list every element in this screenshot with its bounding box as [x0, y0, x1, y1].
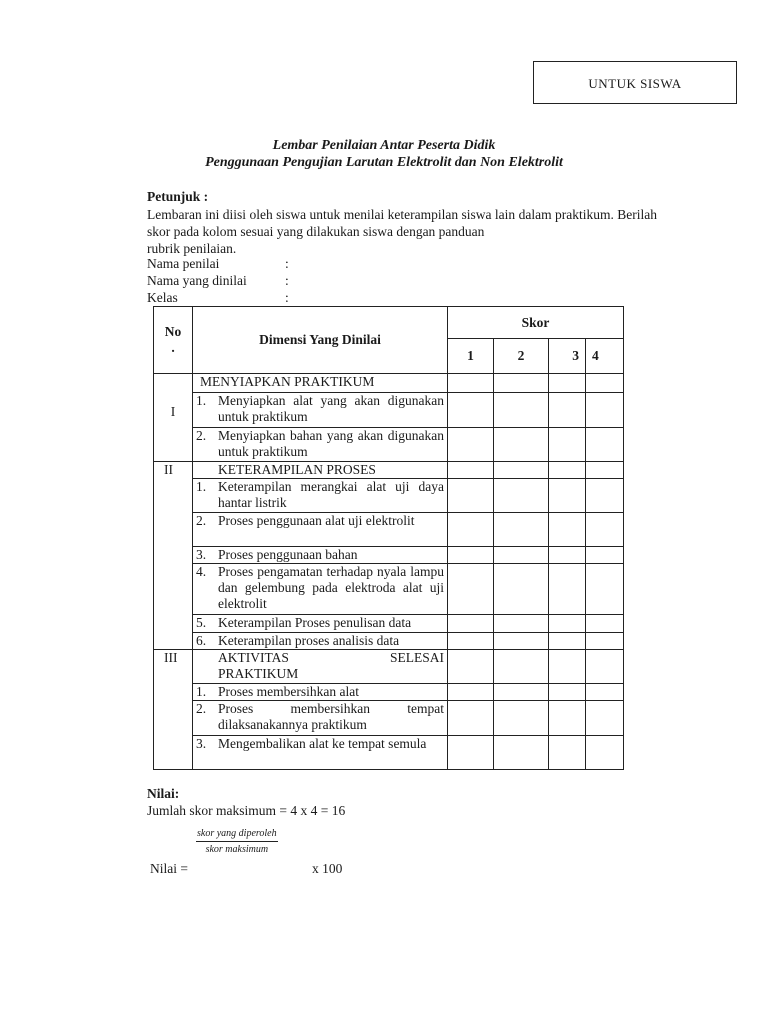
- field-kelas-label: Kelas: [147, 290, 178, 305]
- header-no-text: No: [164, 324, 182, 339]
- table-row: [154, 633, 624, 650]
- section-title-part: SELESAI: [390, 650, 444, 665]
- field-nama-dinilai-label: Nama yang dinilai: [147, 273, 247, 288]
- table-row: [154, 547, 624, 564]
- table-row: [154, 701, 624, 736]
- item-text: Proses penggunaan bahan: [218, 547, 358, 562]
- table-row: [154, 684, 624, 701]
- item-number: 3.: [196, 736, 207, 751]
- field-nama-dinilai-sep: :: [285, 273, 289, 288]
- item-number: 1.: [196, 479, 207, 494]
- rubric-table: [153, 306, 624, 770]
- item-text: Keterampilan merangkai alat uji daya hantar listrik: [218, 479, 444, 510]
- skor-col-4: 4: [586, 339, 624, 374]
- item-text: Proses pengamatan terhadap nyala lampu dan gelembung pada elektroda alat uji elektrolit: [218, 564, 444, 611]
- item-text: Mengembalikan alat ke tempat semula: [218, 736, 427, 751]
- petunjuk-last-line: rubrik penilaian.: [147, 241, 237, 256]
- section-title-text: MENYIAPKAN PRAKTIKUM: [200, 374, 375, 389]
- document-title: Lembar Penilaian Antar Peserta Didik: [272, 138, 496, 153]
- item-number: 1.: [196, 393, 207, 408]
- section-no: III: [154, 650, 193, 770]
- item-text: Menyiapkan bahan yang akan digunakan untuk praktikum: [218, 428, 444, 459]
- table-row: [154, 462, 624, 479]
- nilai-label: Nilai:: [147, 786, 180, 801]
- table-row: [154, 513, 624, 547]
- item-number: 6.: [196, 633, 207, 648]
- field-nama-penilai-label: Nama penilai: [147, 256, 220, 271]
- table-row: [154, 650, 624, 684]
- times-100: x 100: [312, 861, 343, 876]
- field-nama-penilai-sep: :: [285, 256, 289, 271]
- section-no: I: [154, 374, 193, 462]
- item-text: Menyiapkan alat yang akan digunakan untuk praktikum: [218, 393, 444, 424]
- header-no-dot: .: [171, 340, 175, 355]
- item-number: 5.: [196, 615, 207, 630]
- section-title: [193, 374, 448, 393]
- table-row: [154, 428, 624, 462]
- section-title-text: KETERAMPILAN PROSES: [218, 462, 376, 477]
- fraction-denominator: skor maksimum: [205, 844, 269, 855]
- table-row: [154, 736, 624, 770]
- item-number: 4.: [196, 564, 207, 579]
- table-row: [154, 374, 624, 393]
- field-kelas-sep: :: [285, 290, 289, 305]
- item-text: Proses membersihkan tempat dilaksanakannya praktikum: [218, 701, 444, 732]
- item-number: 3.: [196, 547, 207, 562]
- untuk-siswa-badge: UNTUK SISWA: [533, 61, 737, 104]
- jumlah-skor: Jumlah skor maksimum = 4 x 4 = 16: [147, 803, 346, 818]
- header-skor: Skor: [448, 307, 624, 339]
- table-row: [154, 479, 624, 513]
- table-header-row: [154, 307, 624, 339]
- section-title-part: AKTIVITAS: [218, 650, 289, 665]
- item-text: Keterampilan proses analisis data: [218, 633, 400, 648]
- item-number: 2.: [196, 513, 207, 528]
- section-title-part: PRAKTIKUM: [218, 666, 299, 681]
- petunjuk-text: [147, 206, 657, 257]
- header-no: [154, 307, 193, 374]
- item-text: Keterampilan Proses penulisan data: [218, 615, 412, 630]
- item-text: Proses penggunaan alat uji elektrolit: [218, 513, 415, 528]
- petunjuk-label: Petunjuk :: [147, 189, 209, 204]
- item-number: 1.: [196, 684, 207, 699]
- nilai-equation: Nilai =: [150, 861, 188, 876]
- item-number: 2.: [196, 428, 207, 443]
- table-row: [154, 615, 624, 633]
- table-row: [154, 393, 624, 428]
- item-text: Proses membersihkan alat: [218, 684, 359, 699]
- section-title: [193, 650, 447, 666]
- petunjuk-body: Lembaran ini diisi oleh siswa untuk menilai keterampilan siswa lain dalam praktikum. Berilah skor pada kolom sesuai yang dilakukan siswa dengan panduan: [147, 207, 657, 239]
- skor-col-2: 2: [494, 339, 549, 374]
- table-row: [154, 564, 624, 615]
- document-subtitle: Penggunaan Pengujian Larutan Elektrolit dan Non Elektrolit: [205, 155, 563, 170]
- fraction-numerator: skor yang diperoleh: [196, 828, 278, 842]
- score-fraction: [196, 828, 278, 855]
- item-number: 2.: [196, 701, 207, 716]
- skor-col-3: 3: [549, 339, 586, 374]
- section-no: II: [154, 462, 193, 650]
- skor-col-1: 1: [448, 339, 494, 374]
- header-dimensi: Dimensi Yang Dinilai: [193, 307, 448, 374]
